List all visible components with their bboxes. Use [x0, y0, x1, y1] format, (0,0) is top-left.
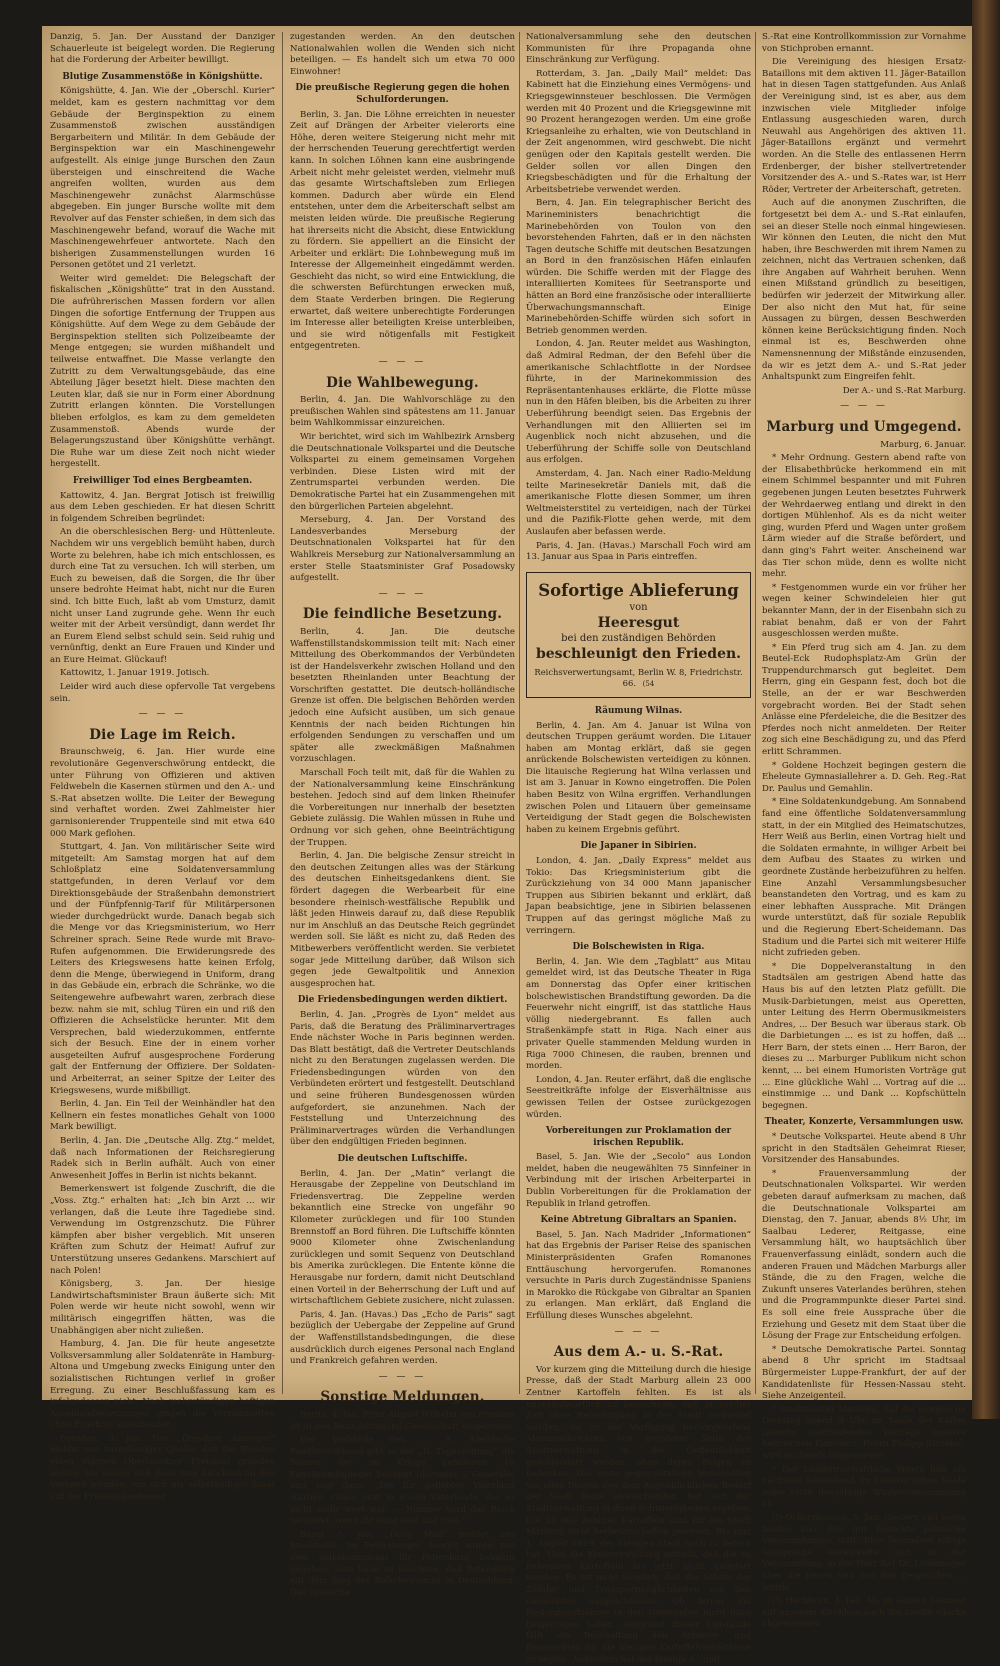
- newspaper-page: [42, 26, 972, 1665]
- column-1: [50, 32, 275, 1502]
- section-heading: Die Lage im Reich.: [89, 726, 236, 743]
- subheading: Keine Abtretung Gibraltars an Spanien.: [540, 1215, 737, 1226]
- subheading: Freiwilliger Tod eines Bergbeamten.: [72, 475, 253, 486]
- article-paragraph: Weiter wird gemeldet: Die Belegschaft der fiskalischen „Königshütte“ trat in den Ausstand. Die aufrührerischen Massen fordern vor allen Dingen die sofortige Entfernung der Truppen aus Königshütte. Auf dem Wege zu dem Gebäude der Berginspektion stellten sich Polizeibeamte der Menge entgegen; sie wurden mißhandelt und teilweise entwaffnet. Die Masse verlangte den Zutritt zu dem Verwaltungsgebäude, das eine Abteilung Jäger besetzt hielt. Diese machten den Leuten klar, daß sie nur in Form einer Abordnung Zutritt erlangen könnten. Die Vorstellungen blieben erfolglos, es kam zu dem gemeldeten Zusammenstoß. Abends wurde der Belagerungszustand über Königshütte verhängt. Die Ruhe war um diese Zeit noch nicht wieder hergestellt.: [50, 273, 275, 470]
- article-paragraph: Hamburg, 4. Jan. Die für heute angesetzte Volksversammlung aller Soldatenräte in Hamburg-Altona und Umgebung zwecks Einigung unter den sozialistischen Richtungen verlief in großer Erregung. Zu einer Beschlußfassung kam es infolgedessen nicht. Nach mehrstündigen heftigen Auseinandersetzungen gingen die Versammelten ohne Ergebnis auseinander.: [50, 1339, 275, 1431]
- column-rule: [755, 32, 756, 1394]
- subheading: Die preußische Regierung gegen die hohen Schulforderungen.: [295, 83, 510, 105]
- column-4: [762, 32, 966, 1630]
- article-paragraph: * Goldene Hochzeit begingen gestern die Eheleute Gymnasiallehrer a. D. Geh. Reg.-Rat Dr. Paulus und Gemahlin.: [762, 760, 966, 794]
- ad-text: von: [629, 601, 648, 613]
- section-separator: — — —: [138, 709, 187, 720]
- article-paragraph: (!) Hachborn, 4. Jan. Als im letzten Sommer auf unserem Kirchlein auch die zweite Glocke abgenommen: [762, 1596, 966, 1630]
- article-paragraph: Die Vereinigung des hiesigen Ersatz-Bataillons mit dem aktiven 11. Jäger-Bataillon hat in diesen Tagen stattgefunden. Aus Anlaß der Vereinigung sind, ist es aber, aus dem inzwischen viele Mitglieder infolge Entlassung ausgeschieden waren, durch Neuwahl aus Angehörigen des aktiven 11. Jäger-Bataillons ergänzt und vermehrt worden. An die Stelle des entlassenen Herrn Erdenberger, der bisher stellvertretender Vorsitzender des A.- und S.-Rates war, ist Herr Röder, Vertreter der Arbeiterschaft, getreten.: [762, 57, 966, 195]
- section-separator: — — —: [378, 588, 427, 599]
- article-paragraph: * Mehr Ordnung. Gestern abend rafte von der Elisabethbrücke herkommend ein mit einem Schimmel bespannter und mit Fuhren gegebenen jungen Leuten besetztes Fuhrwerk der Wehrdaerweg entlang und direkt in den dortigen Mühlenhof. Als es da nicht weiter ging, wurden Pferd und Wagen unter großem Lärm wieder auf die Straße befördert, und dann ging's Fahrt weiter. Anscheinend war das Tier schon müde, denn es wollte nicht mehr.: [762, 453, 966, 580]
- ad-headline: Sofortige Ablieferung: [538, 580, 739, 600]
- article-paragraph: Paris, 4. Jan. (Havas.) Das „Echo de Paris“ sagt bezüglich der Uebergabe der Zeppeline auf Grund der Waffenstillstandsbedingungen, die diese ausdrücklich durch eigenes Personal nach England und Frankreich gefahren werden.: [290, 1309, 515, 1367]
- subheading: Die deutschen Luftschiffe.: [337, 1154, 468, 1165]
- subheading: Räumung Wilnas.: [594, 705, 683, 716]
- article-paragraph: Merseburg, 4. Jan. Der Vorstand des Landesverbandes Merseburg der Deutschnationalen Volkspartei hat für den Wahlkreis Merseburg zur Nationalversammlung an erster Stelle Staatsminister Graf Posadowsky aufgestellt.: [290, 515, 515, 584]
- article-paragraph: Braunschweig, 6. Jan. Hier wurde eine revolutionäre Gegenverschwörung entdeckt, die unter Führung von Offizieren und aktiven Feldwebeln die Kasernen stürmen und den A.- und S.-Rat absetzen wollte. Die Leiter der Bewegung sind verhaftet worden. Zwei Zahlmeister hier garnisonierender Truppenteile sind mit etwa 640 000 Mark geflohen.: [50, 747, 275, 839]
- article-paragraph: London, 4. Jan. Reuter meldet aus Washington, daß Admiral Redman, der den Befehl über die amerikanische Schlachtflotte in der Nordsee führte, in der Marinekommission des Repräsentantenhauses erklärte, die Flotte müsse nun in den Häfen bleiben, bis die Arbeiten zu ihrer Ueberführung beendigt seien. Das Ergebnis der Verhandlungen mit den Alliierten sei im Augenblick noch nicht abzusehen, und die Ueberführung der Schiffe solle von Deutschland aus erfolgen.: [526, 339, 751, 466]
- article-paragraph: London, 4. Jan. Reuter erfährt, daß die englische Seestreitkräfte infolge der Eisverhältnisse aus gewissen Teilen der Ostsee zurückgezogen würden.: [526, 1074, 751, 1120]
- article-paragraph: Bern, 4. Jan. Ein telegraphischer Bericht des Marineministers benachrichtigt die Marinebehörden von Toulon von den bevorstehenden Fahrten, daß er in den nächsten Tagen deutsche Schiffe mit deutschen Besatzungen an Bord in den französischen Häfen einlaufen würden. Die Schiffe werden mit der Flagge des interalliierten Komitees für Seetransporte und hätten an Bord eine französische oder interalliierte Überwachungsmannschaft. Einige Marinebehörden-Schiffe würden sich sofort in Betrieb genommen werden.: [526, 198, 751, 336]
- article-paragraph: Kattowitz, 4. Jan. Bergrat Jotisch ist freiwillig aus dem Leben geschieden. Er hat diesen Schritt in folgendem Schreiben begründet:: [50, 490, 275, 524]
- column-rule: [282, 32, 283, 1394]
- section-heading: Sonstige Meldungen.: [320, 1389, 485, 1406]
- ad-number: (54: [642, 680, 655, 689]
- section-heading: Die feindliche Besetzung.: [302, 606, 503, 623]
- article-paragraph: London, 4. Jan. „Daily Express“ meldet aus Tokio: Das Kriegsministerium gibt die Zurückziehung von 34 000 Mann japanischer Truppen aus Sibirien bekannt und erklärt, daß Japan beabsichtige, jene in Sibirien belassenen Truppen auf das geringst mögliche Maß zu verringern.: [526, 856, 751, 936]
- article-paragraph: * Die Doppelveranstaltung in den Stadtsälen am gestrigen Abend hatte das Haus bis auf den letzten Platz gefüllt. Die Musik-Darbietungen, meist aus Operetten, unter Leitung des Herrn Obermusikmeisters Andres, ... Der Besuch war überaus stark. Ob die Darbietungen ... es ist zu hoffen, daß ... Herr Barn, der stets einen ... Herr Baron, der dieses zu ... Marburger Publikum nicht schon kennt, ... bei einem Humoristen Vorträge gut ... Eine glückliche Wahl ... Vortrag auf die ... einstimmige ... und Dank ... Kopfschütteln begegnen.: [762, 961, 966, 1111]
- article-paragraph: Danzig, 5. Jan. Der Ausstand der Danziger Schauerleute ist beigelegt worden. Die Regierung hat die Forderung der Arbeiter bewilligt.: [50, 32, 275, 66]
- dateline: Marburg, 6. Januar.: [880, 439, 966, 450]
- article-paragraph: Wir berichtet, wird sich im Wahlbezirk Arnsberg die Deutschnationale Volkspartei und die Deutsche Volkspartei zu einem gemeinsamen Vorgehen verbinden. Diese Listen wird mit der Zentrumspartei verbunden werden. Die Demokratische Partei hat ein Zusammengehen mit den bürgerlichen Parteien abgelehnt.: [290, 432, 515, 512]
- section-heading: Aus dem A.- u. S.-Rat.: [553, 1344, 724, 1361]
- article-paragraph: Berlin, 3. Jan. Die Löhne erreichten in neuester Zeit auf Drängen der Arbeiter vielerorts eine Höhe, deren weitere Steigerung nicht mehr mit der herrschenden Teuerung gerechtfertigt werden kann. In solchen Löhnen kann eine ausbringende Arbeit nicht mehr geleistet werden, vielmehr muß das gesamte Wirtschaftsleben zum Erliegen kommen. Dadurch aber würde ein Elend entstehen, unter dem die Arbeiterschaft selbst am meisten leiden würde. Die preußische Regierung hat ihrerseits nicht die Absicht, diese Entwicklung zu fördern. Sie appelliert an die Einsicht der Arbeiter und erklärt: Die Lohnbewegung muß im Interesse der Allgemeinheit eingedämmt werden. Geschieht das nicht, so wird eine Entwicklung, die die schwersten Befürchtungen erwecken muß, dem Staate Verderben bringen. Die Regierung erwartet, daß weitere unberechtigte Forderungen im Interesse aller beteiligten Kreise unterbleiben, und sie wird nötigenfalls mit Festigkeit entgegentreten.: [290, 109, 515, 352]
- article-paragraph: * Deutsche Demokratische Partei. Sonntag abend 8 Uhr spricht im Stadtsaal Bürgermeister Luppe-Frankfurt, der auf der Kandidatenliste für Hessen-Nassau steht. Siehe Anzeigenteil.: [762, 1344, 966, 1402]
- article-paragraph: Marschall Foch teilt mit, daß für die Wahlen zu der Nationalversammlung keine Einschränkung bestehen. Jedoch sind auf dem linken Rheinufer die Vorbereitungen nur innerhalb der besetzten Gebiete zulässig. Die Wahlen müssen in Ruhe und Ordnung vor sich gehen, ohne Beeinträchtigung der Truppen.: [290, 768, 515, 848]
- article-paragraph: Berlin, 4. Jan. Die Wahlvorschläge zu den preußischen Wahlen sind spätestens am 11. Januar beim Wahlkommissar einzureichen.: [290, 395, 515, 429]
- column-2: [290, 32, 515, 1598]
- article-paragraph: Berlin, 4. Jan. Die „Deutsche Allg. Ztg.“ meldet, daß nach Informationen der Reichsregierung Radek sich in Berlin aufhält. Auch von einer Anwesenheit Joffes in Berlin ist nichts bekannt.: [50, 1136, 275, 1181]
- article-paragraph: Berlin, 4. Jan. „Progrès de Lyon“ meldet aus Paris, daß die Beratung des Präliminarvertrages Ende nächster Woche in Paris beginnen werden. Das Blatt bestätigt, daß die Vertreter Deutschlands nicht zu den Beratungen zugelassen werden. Die Friedensbedingungen würden von den Verbündeten erörtert und festgestellt. Deutschland und seine früheren Bundesgenossen würden aufgefordert, sie anzunehmen. Nach der Feststellung und Unterzeichnung des Präliminarvertrages würden die Verhandlungen über den endgültigen Frieden beginnen.: [290, 1009, 515, 1148]
- ad-address: Reichsverwertungsamt, Berlin W. 8, Friedrichstr. 66.: [534, 666, 743, 689]
- article-paragraph: Berlin, 4. Jan. Ein Teil der Weinhändler hat den Kellnern ein festes monatliches Gehalt von 1000 Mark bewilligt.: [50, 1099, 275, 1133]
- subheading: Die Japaner in Sibirien.: [580, 841, 697, 852]
- article-paragraph: * Frauenversammlung der Deutschnationalen Volkspartei. Wir werden gebeten darauf aufmerksam zu machen, daß die Deutschnationale Volkspartei am Dienstag, den 7. Januar, abends 8½ Uhr, im Saalbau Lederer, Reitgasse, eine Versammlung hält, wo hauptsächlich über Frauenverfassung einlädt, sondern auch die anderen Frauen und Mädchen Marburgs aller Stände, die zu den Fragen, welche die Zukunft unseres Vaterlandes berühren, stehen und die Programmpunkte dieser Partei sind. Es soll eine freie Aussprache über die Erziehung und Gesetz mit dem Staat über die Lösung der Frage zur Entscheidung erfolgen.: [762, 1168, 966, 1342]
- subheading: Blutige Zusammenstöße in Königshütte.: [62, 71, 263, 82]
- article-paragraph: Basel, 5. Jan. Nach Madrider „Informationen“ hat das Ergebnis der Pariser Reise des spanischen Ministerpräsidenten Grafen Romanones Enttäuschung hervorgerufen. Romanones versuchte in Paris durch Zugeständnisse Spaniens in Marokko die Rückgabe von Gibraltar an Spanien zu erlangen. Man erklärt, daß England die Erfüllung dieses Wunsches abgelehnt.: [526, 1229, 751, 1321]
- article-paragraph: Paris, 4. Jan. (Havas.) Marschall Foch wird am 13. Januar aus Spaa in Paris eintreffen.: [526, 540, 751, 563]
- column-rule: [519, 32, 520, 1394]
- ad-text: Heeresgut: [597, 614, 680, 631]
- article-paragraph: Rotterdam, 3. Jan. „Daily Mail“ meldet: Das Kabinett hat die Einziehung eines Vermögens- und Kriegsgewinnsteuer beschlossen. Die Vermögen werden mit 40 Prozent und die Kriegsgewinne mit 90 Prozent herangezogen werden. Um eine große Kriegsanleihe zu erhalten, wie von Deutschland in der Zeit angenommen, wird geschwebt. Die nicht genügen oder den Kapitals gestellt werden. Die Gelder sollen vor allen Dingen den Kriegsbeschädigten und für die Erhaltung der Arbeitsbetriebe verwendet werden.: [526, 68, 751, 195]
- section-separator: — — —: [378, 1371, 427, 1382]
- section-heading: Die Wahlbewegung.: [326, 374, 479, 391]
- article-paragraph: (!) Ockershausen, 5. Jan. Gestern und heute fanden hier drei gut besuchte politische Versammlungen statt. Eine besonders eifrige Aussprache entwickelte sich in der Versammlung, in der Herr Rat Dr. Lindemeyer über die neuen und von ihm gesprochen ... wurde.: [762, 1513, 966, 1593]
- subheading: Die Bolschewisten in Riga.: [572, 942, 705, 953]
- article-paragraph: Leider wird auch diese opfervolle Tat vergebens sein.: [50, 682, 275, 704]
- ad-footer: [533, 667, 744, 691]
- article-paragraph: zugestanden werden. An den deutschen Nationalwahlen wollen die Wenden sich nicht beteiligen. — Es handelt sich um etwa 70 000 Einwohner!: [290, 32, 515, 77]
- article-paragraph: Berlin, 4. Jan. Prinz August Wilhelm von Preußen ist in den Benz-Automobil-Gesellschaft eingetreten.: [290, 1409, 515, 1432]
- article-paragraph: Vor kurzem ging die Mitteilung durch die hiesige Presse, daß der Stadt Marburg allein 23 000 Zentner Kartoffeln fehlten. Es ist als unverantwortlich zu bezeichnen, daß in solcher Zeit ohne Berechtigung in der Stadt verbreitet werden, die zu der Verfügung hervorgerufene Alarmnachrichten von berufener Seite der Stadtverwaltung in die Oeffentlichkeit geschleudert werden, ohne deren Folgen zu bedenken. Das erste gegen-sätzliche Verschulden vor allen Dingen den dem Augenblicklichen Bedarf der Stadt keine abweichenden, hat sich der Stadtverwaltung in ihren Schwierigkeiten ergeben. Die 23 000 Zentner Kartoffeln sind für die Stadt Marburg nicht herbeizuschaffen gewesen. Bis zum 1. August 1919, der hiesigen Stadt noch zu liefern hat. Und die Kreisverwaltung mitteilt, daß die zu liefernden Kartoffeln bis jetzt nicht geliefert werden. Es ist nicht möglich, daß die Städte der Zufuhr- und Transportmöglichkeiten von den Gemeinden ausgeschlossen. Ob ferner die Bestandsaufnahme in den Gemeinden nicht dazu beigetragen haben. Aufgrund dieser Umstände fällt die Beschaffung den Arbeiter- und Bauernräten zu, die hiesigen Kartoffelverhältnisse zu regeln. Außerdem hat der hiesige A.- und: [526, 1364, 751, 1665]
- article-paragraph: An die oberschlesischen Berg- und Hüttenleute. Nachdem wir uns vergeblich bemüht haben, durch Worte zu belehren, habe ich mich entschlossen, es durch eine Tat zu versuchen. Ich will sterben, um Euch zu beweisen, daß die Sorgen, die Ihr über unsere bedrohte Heimat habt, nicht nur die Euren sind. Ich bitte Euch, laßt ab vom Umsturz, damit nicht unser Land zugrunde gehe. Wenn Ihr euch weiter mit der Arbeit versündigt, dann werdet Ihr an Eurem Elend selbst schuld sein. Seid ruhig und vernünftig, denkt an Eure Frauen und Kinder und an Eure Heimat. Glückauf!: [50, 527, 275, 665]
- article-paragraph: Der Verbände des ... A. Kleistsche Familienverband gibt in der „D. Tageszeitung“ die Namen der im Kriege gefallenen 16 Familienmitglieder bekannt (darunter 2 Generäle) und sagt dazu: „Die für geliebtes Vaterland starben, ruhen jetzt in einem Vaterlande, das es nicht mehr wert war. — Nimmer wird das Reich zerstöret, wenn ihr einig seid und treu.“: [290, 1435, 515, 1527]
- article-paragraph: Berlin, 4. Jan. Die deutsche Waffenstillstandskommission teilt mit: Nach einer Mitteilung des Oberkommandos der Verbündeten ist der Handelsverkehr zwischen Holland und den besetzten Rheinlanden unter Beachtung der Vorschriften gestattet. Die deutsch-holländische Grenze ist offen. Die belgischen Behörden werden jedoch eine Aufsicht ausüben, um sich genaue Kenntnis der nach beiden Richtungen hin erfolgenden Sendungen zu verschaffen und um später alle zweckmäßigen Maßnahmen vorzuschlagen.: [290, 626, 515, 765]
- article-paragraph: Königshütte, 4. Jan. Wie der „Oberschl. Kurier“ meldet, kam es gestern nachmittag vor dem Gebäude der Berginspektion zu einem Zusammenstoß zwischen ausständigen Bergarbeitern und Militär. In dem Gebäude der Berginspektion war ein Maschinengewehr aufgestellt. Als einige junge Burschen den Zaun übersteigen und einschreitend die Wache angreifen wollten, wurden aus dem Maschinengewehr zunächst Alarmschüsse abgegeben. Ein junger Bursche wollte mit dem Revolver auf das Fenster schießen, in dem sich das Maschinengewehr befand, worauf die Wache mit Maschinengewehrfeuer antwortete. Nach den bisherigen Zusammenstellungen wurden 16 Personen getötet und 21 verletzt.: [50, 86, 275, 271]
- article-signature: Der A.- und S.-Rat Marburg.: [842, 385, 966, 396]
- article-paragraph: Kattowitz, 1. Januar 1919. Jotisch.: [60, 668, 210, 679]
- subheading: Vorbereitungen zur Proklamation der irischen Republik.: [545, 1126, 732, 1148]
- article-paragraph: Dresden, 3. Jan. Der „Dresdner Anzeiger“ meldet aus zuverlässiger Quelle, daß die Wenden einen eigenen Oberlausitzer Freistaat gründen wollen. Sie wollen sich dann zum Anschluß an den Verband wenden, um sich als selbständiger Staat auf der Friedenskonferenz: [50, 1433, 275, 1502]
- article-paragraph: Nationalversammlung sehe den deutschen Kommunisten für ihre Propaganda ohne Einschränkung zur Verfügung.: [526, 32, 751, 66]
- article-paragraph: * Eine Soldatenkundgebung. Am Sonnabend fand eine öffentliche Soldatenversammlung statt, in der ein Mitglied des Heimatschutzes, Herr Weiß aus Berlin, einen Vortrag hielt und die Soldaten ermahnte, in williger Arbeit bei dem Aufbau des Staates zu wirken und geordnete Zustände herbeizuführen zu helfen. Eine Anzahl Versammlungsbesucher beanstandeten den Vortrag, und es kam zu einer lebhaften Aussprache. Mit Drängen wurde unterstützt, daß für soziale Republik und die Regierung Ebert-Scheidemann. Das Stadium und die Partei sich mit weiterer Hilfe nicht zufrieden geben.: [762, 797, 966, 959]
- article-paragraph: Auch auf die anonymen Zuschriften, die fortgesetzt bei dem A.- und S.-Rat einlaufen, sei an dieser Stelle noch einmal hingewiesen. Wir können den Leuten, die nicht den Mut haben, ihre Beschwerden mit ihrem Namen zu zeichnen, nicht das Vertrauen schenken, daß ihre Angaben auf Wahrheit beruhen. Wenn einen Mißstand gründlich zu beseitigen, bedürfen wir jederzeit der Mitwirkung aller. Der also nicht den Mut hat, für seine Aussagen zu bürgen, dessen Beschwerden können keine Berücksichtigung finden. Noch einmal ist es, Beschwerden ohne Namensnennung der Mißstände einzusenden, da wir es jetzt dem A.- und S.-Rat jeder Anhaltspunkt zum Eingreifen fehlt.: [762, 198, 966, 383]
- article-paragraph: Königsberg, 3. Jan. Der hiesige Landwirtschaftsminister Braun äußerte sich: Mit Polen werde wir heute nicht sowohl, wenn wir militärisch eingegriffen hätten, was die Unabhängigen aber nicht zuließen.: [50, 1279, 275, 1336]
- binding-edge: [972, 0, 1000, 1419]
- article-paragraph: * Stadttheater Marburg. Auf die morgen im Dienstag abend 8 Uhr im Saale des Kaffee Quentin stattfindenden Vorträge unseres heimischen Künstlers, Herrn Philipp Stroebel, wird nochmals hingewiesen.: [762, 1404, 966, 1462]
- article-paragraph: Berlin, 4. Jan. Am 4. Januar ist Wilna von deutschen Truppen geräumt worden. Die Litauer haben am Montag erklärt, daß sie gegen anrückende Bolschewisten verteidigen zu können. Die litauische Regierung hat Wilna verlassen und ist am 3. Januar in Kowno eingetroffen. Die Polen haben Besitz von Wilna ergriffen. Verhandlungen zwischen Polen und Litauern über gemeinsame Verteidigung der Stadt gegen die Bolschewisten haben zu keinem Ergebnis geführt.: [526, 720, 751, 835]
- article-paragraph: Berlin, 4. Jan. Die belgische Zensur streicht in den deutschen Zeitungen alles was der Stärkung des deutschen Einheitsgedankens dient. Sie fördert dagegen die Werbearbeit für eine besondere rheinisch-westfälische Republik und läßt jeden Hinweis darauf zu, daß diese Republik nur im Anschluß an das Deutsche Reich gegründet werden soll. Sie läßt es nicht zu, daß Reden des Mitbewerbers veröffentlicht werden. Sie verbietet sogar jede Mitteilung darüber, daß Wilson sich gegen jede Gewaltpolitik und Annexion ausgesprochen hat.: [290, 851, 515, 989]
- article-paragraph: * Festgenommen wurde ein vor früher her wegen keiner Schwindeleien hier gut bekannter Mann, der in der Eisenbahn sich zu rabiat benahm, daß er von der Fahrt ausgeschlossen werden mußte.: [762, 582, 966, 640]
- article-paragraph: Berlin, 4. Jan. Der „Matin“ verlangt die Herausgabe der Zeppeline von Deutschland im Friedensvertrag. Die Zeppeline werden bekanntlich eine Strecke von ungefähr 90 Kilometer zurücklegen und für 100 Stunden Brennstoff an Bord führen. Die Luftschiffe könnten 9000 Kilometer ohne Zwischenlandung zurücklegen und somit Sequenz von Deutschland bis Amerika zurücklegen. Die Entente könne die Herausgabe nur fordern, damit nicht Deutschland einen Vorteil in der Beherrschung der Luft und auf wirtschaftlichem Gebiete zusichere, nicht zulassen.: [290, 1168, 515, 1307]
- article-paragraph: Basel, 5. Jan. Wie der „Secolo“ aus London meldet, haben die neugewählten 75 Sinnfeiner in Verbindung mit der irischen Arbeiterpartei in Dublin Vorbereitungen für die Proklamation der Republik in Irland getroffen.: [526, 1152, 751, 1209]
- article-paragraph: * Deutsche Volkspartei. Heute abend 8 Uhr spricht in den Stadtsälen Geheimrat Rieser, Vorsitzender des Hansabundes.: [762, 1132, 966, 1166]
- article-paragraph: S.-Rat eine Kontrollkommission zur Vornahme von Stichproben ernannt.: [762, 32, 966, 54]
- article-paragraph: Bemerkenswert ist folgende Zuschrift, die die „Voss. Ztg.“ erhalten hat: „Ich bin Arzt ... wir verlangen, daß die Leute ihre Tagediebe sind. Verwendung im Ostgrenzschutz. Die Führer kämpfen aber bisher vergeblich. Mit unseren Kräften zum Schutz der Heimat! Aufruf zur Unterstützung unseres Gedankens. Marschiert auf nach Polen!: [50, 1184, 275, 1276]
- article-paragraph: Berlin, 4. Jan. Wie dem „Tagblatt“ aus Mitau gemeldet wird, ist das Deutsche Theater in Riga am Donnerstag das Opfer einer kritischen bolschewistischen Brandstiftung geworden. Da die Feuerwehr nicht eingriff, ist das stattliche Haus völlig niedergebrannt. Es fallen auch Straßenkämpfe statt in Riga. Nach einer aus privater Quelle stammenden Meldung wurden in Riga 7000 Chinesen, die rauben, brennen und morden.: [526, 956, 751, 1072]
- ad-text: beschleunigt den Frieden.: [535, 645, 742, 662]
- article-paragraph: * Der Landwirtschaftliche Verein hält am nächsten Sonnabend im Lederer'schen Saale seine erste diesjährige Wintersversammlung ab.: [762, 1464, 966, 1510]
- section-separator: — — —: [840, 401, 888, 412]
- section-separator: — — —: [378, 357, 427, 368]
- section-heading: Marburg und Umgegend.: [766, 419, 962, 435]
- section-separator: — — —: [614, 1326, 663, 1337]
- advertisement-box: [526, 572, 751, 698]
- subheading: Die Friedensbedingungen werden diktiert.: [297, 995, 508, 1006]
- article-paragraph: Basel, 5. Jan. „Daily Mail“ meldet aus Stockholm: Im Petersburger Sowjet wurde von dem Volkskommissar für Petersburg bekannt gegeben, man habe zu beachten, daß Petersburg mit dem Sieg des Bolschewismus in Deutschland. Das russische: [290, 1529, 515, 1598]
- column-3: [526, 32, 751, 1665]
- subheading: Theater, Konzerte, Versammlungen usw.: [764, 1117, 964, 1128]
- ad-text: bei den zuständigen Behörden: [561, 632, 716, 644]
- article-paragraph: Amsterdam, 4. Jan. Nach einer Radio-Meldung teilte Marinesekretär Daniels mit, daß die amerikanische Flotte diesen Sommer, um ihren Weltmeisterstitel zu verteidigen, nach der Türkei und die Pazifik-Flotte gehen werde, mit dem Auslaufen aber befassen werde.: [526, 468, 751, 537]
- article-paragraph: * Ein Pferd trug sich am 4. Jan. zu dem Beutel-Eck Rudophsplatz-Am Grün der Truppendurchmarsch gut begleitet. Dem Herrn, ging ein Gespann fest, doch bot die Stelle, an der er war Beschwerden vorgebracht worden. Bei der Stadt sehen Anlässe eine Pferdeleiche, die die Besitzer des Pferdes noch nicht anmeldeten. Der Reiter zog sich eine Beschädigung zu, und das Pferd erlitt Schrammen.: [762, 642, 966, 758]
- article-paragraph: Stuttgart, 4. Jan. Von militärischer Seite wird mitgeteilt: Am Samstag morgen hat auf dem Schloßplatz eine Soldatenversammlung stattgefunden, in deren Verlauf vor dem Direktionsgebäude der Straßenbahn demonstriert und der Fünfpfennig-Tarif für Militärpersonen wieder durchgedrückt wurde. Danach begab sich die Menge vor das Kriegsministerium, wo Herr Schreiner sprach. Seine Rede wurde mit Bravo-Rufen aufgenommen. Die Erwiderungsrede des Leiters des Kriegswesens hatte keinen Erfolg, denn die Menge, überwiegend in Uniform, drang in das Gebäude ein, erbrach die Schränke, wo die Seitengewehre aufbewahrt waren, zerbrach diese bezw. nahm sie mit, schlug Türen ein und riß den Offizieren die Achselstücke herunter. Mit dem Versprechen, bald wiederzukommen, entfernte sich der Besuch. Eine der in einem vorher ausgeteilten Aufruf ausgesprochene Forderung galt der Entfernung der Offiziere. Der Soldaten- und Arbeiterrat, an seiner Spitze der Leiter des Kriegswesens, wurde mißbilligt.: [50, 842, 275, 1096]
